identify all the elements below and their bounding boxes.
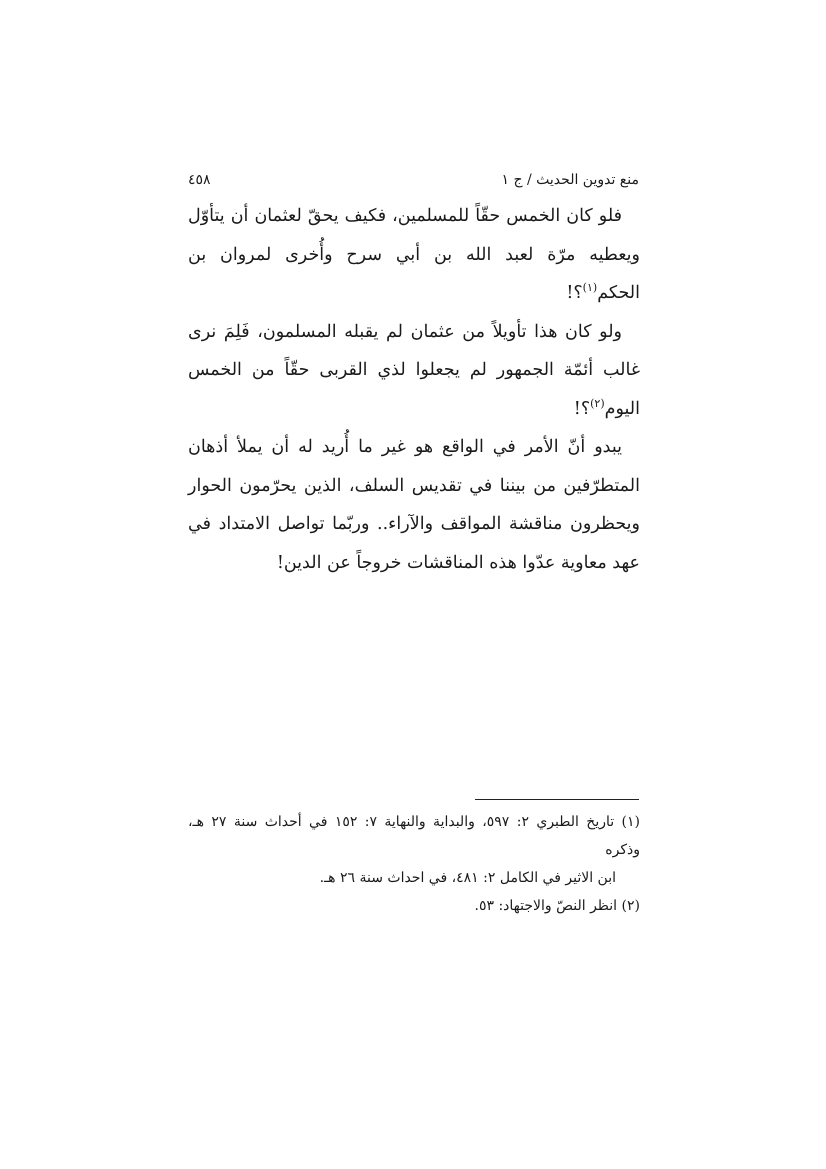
footnote-2: (٢) انظر النصّ والاجتهاد: ٥٣.: [474, 898, 640, 914]
footnote-ref-2[interactable]: (٢): [590, 396, 605, 410]
footnote-1-line-1: (١) تاريخ الطبري ٢: ٥٩٧، والبداية والنهاية ٧: ١٥٢ في أحداث سنة ٢٧ هـ، وذكره: [188, 814, 641, 858]
paragraph-1: [188, 197, 640, 313]
page-number: ٤٥٨: [188, 172, 211, 188]
running-header: [188, 168, 639, 192]
main-text: [188, 197, 640, 582]
paragraph-2: [188, 313, 640, 429]
paragraph-2-end: ؟!: [573, 398, 591, 419]
paragraph-3: يبدو أنّ الأمر في الواقع هو غير ما أُريد له أن يملأ أذهان المتطرّفين من بيننا في تقديس السلف، الذين يحرّمون الحوار ويحظرون مناقشة المواقف والآراء.. وربّما تواصل الامتداد في عهد معاوية عدّوا هذه المناقشات خروجاً عن الدين!: [188, 437, 640, 573]
footnote-ref-1[interactable]: (١): [582, 281, 598, 295]
paragraph-1-text: فلو كان الخمس حقّاً للمسلمين، فكيف يحقّ لعثمان أن يتأوّل ويعطيه مرّة لعبد الله بن أبي سرح وأُخرى لمروان بن الحكم: [188, 206, 640, 303]
footnote-1-line-2: ابن الاثير في الكامل ٢: ٤٨١، في احداث سنة ٢٦ هـ.: [319, 870, 616, 886]
paragraph-1-end: ؟!: [566, 283, 583, 303]
paragraph-2-text: ولو كان هذا تأويلاً من عثمان لم يقبله المسلمون، فَلِمَ نرى غالب أئمّة الجمهور لم يجعلوا لذي القربى حقّاً من الخمس اليوم: [188, 321, 640, 419]
footnotes: [188, 808, 640, 920]
header-title: منع تدوين الحديث / ج ١: [501, 172, 639, 188]
footnote-separator: [475, 799, 639, 800]
